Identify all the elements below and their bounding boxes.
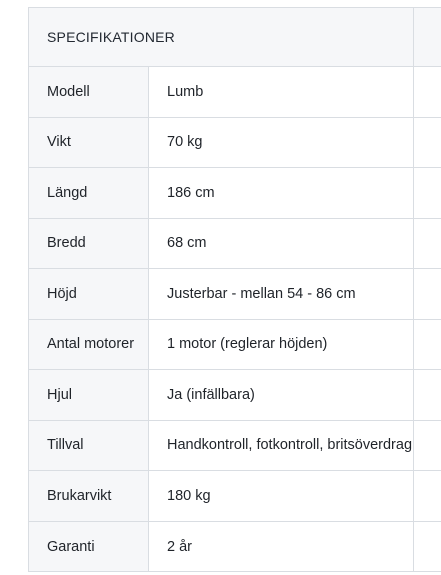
spec-label-brukarvikt: Brukarvikt (29, 471, 149, 521)
table-right-border (413, 7, 414, 572)
spec-value-bredd: 68 cm (167, 235, 207, 252)
table-row (29, 471, 441, 522)
table-row (29, 522, 441, 573)
table-row (29, 67, 441, 118)
spec-label-hjul: Hjul (29, 370, 149, 420)
spec-value-antal-motorer: 1 motor (reglerar höjden) (167, 336, 328, 353)
table-row (29, 118, 441, 169)
table-row (29, 219, 441, 270)
table-row (29, 168, 441, 219)
spec-label-langd: Längd (29, 168, 149, 218)
spec-value-hojd: Justerbar - mellan 54 - 86 cm (167, 285, 356, 302)
spec-label-bredd: Bredd (29, 219, 149, 269)
spec-value-garanti: 2 år (167, 538, 192, 555)
spec-value-vikt: 70 kg (167, 134, 203, 151)
specifications-heading: SPECIFIKATIONER (29, 8, 441, 67)
spec-value-hjul: Ja (infällbara) (167, 386, 255, 403)
specifications-card (28, 7, 441, 572)
table-row (29, 421, 441, 472)
spec-label-hojd: Höjd (29, 269, 149, 319)
table-row (29, 320, 441, 371)
specifications-table (29, 67, 441, 572)
spec-label-antal-motorer: Antal motorer (29, 320, 149, 370)
spec-label-tillval: Tillval (29, 421, 149, 471)
spec-value-brukarvikt: 180 kg (167, 487, 211, 504)
table-row (29, 370, 441, 421)
spec-value-langd: 186 cm (167, 184, 215, 201)
spec-label-vikt: Vikt (29, 118, 149, 168)
spec-label-garanti: Garanti (29, 522, 149, 573)
table-row (29, 269, 441, 320)
spec-value-modell: Lumb (167, 83, 204, 100)
spec-label-modell: Modell (29, 67, 149, 117)
spec-value-tillval: Handkontroll, fotkontroll, britsöverdrag (167, 437, 413, 454)
